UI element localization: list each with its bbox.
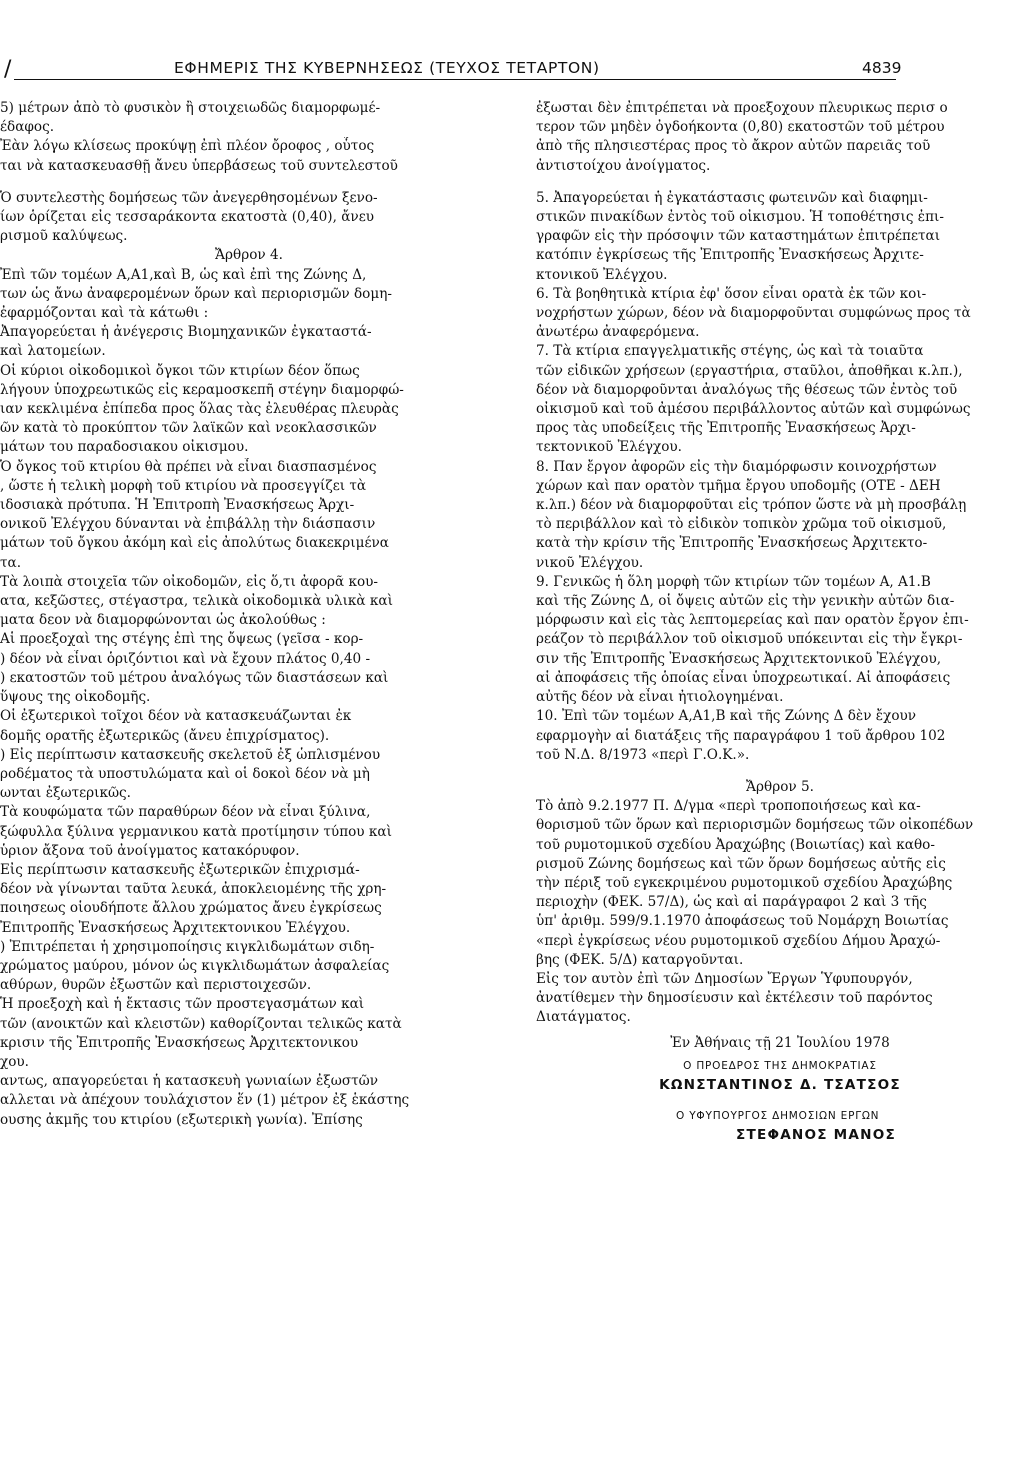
text-line: κατόπιν ἐγκρίσεως τῆς Ἐπιτροπῆς Ἐνασκήσεως Ἀρχιτε- — [536, 247, 924, 264]
text-line: ἐξωσται δὲν ἐπιτρέπεται νὰ προεξοχουν πλευρικως περισ ο — [536, 100, 948, 116]
text-line: καὶ τῆς Ζώνης Δ, οἱ ὄψεις αὐτῶν εἰς τὴν γενικὴν αὐτῶν δια- — [536, 593, 955, 610]
text-line: 6. Τὰ βοηθητικὰ κτίρια ἐφ' ὅσον εἶναι ορατὰ ἐκ τῶν κοι- — [536, 285, 927, 302]
minister-title: Ο ΥΦΥΠΟΥΡΓΟΣ ΔΗΜΟΣΙΩΝ ΕΡΓΩΝ — [676, 1110, 880, 1123]
minister-name: ΣΤΕΦΑΝΟΣ ΜΑΝΟΣ — [736, 1127, 896, 1144]
text-line: ἐφαρμόζονται καὶ τὰ κάτωθι : — [0, 305, 209, 322]
header-rule — [14, 79, 896, 80]
text-line: τὸ περιβάλλον καὶ τὸ εἰδικὸν τοπικὸν χρῶμα τοῦ οἰκισμοῦ, — [536, 516, 947, 533]
text-line: νικοῦ Ἐλέγχου. — [536, 554, 644, 571]
text-line: Οἱ κύριοι οἰκοδομικοὶ ὄγκοι τῶν κτιρίων δέον ὅπως — [0, 362, 360, 379]
text-line: σιν τῆς Ἐπιτροπῆς Ἐνασκήσεως Ἀρχιτεκτονικοῦ Ἐλέγχου, — [536, 650, 942, 667]
text-line: Ἐπὶ τῶν τομέων Α,Α1,καὶ Β, ὡς καὶ ἐπὶ της Ζώνης Δ, — [0, 266, 367, 283]
text-line: έδαφος. — [0, 119, 55, 136]
gazette-title: ΕΦΗΜΕΡΙΣ ΤΗΣ ΚΥΒΕΡΝΗΣΕΩΣ (ΤΕΥΧΟΣ ΤΕΤΑΡΤΟΝ) — [174, 59, 600, 77]
page-header — [0, 55, 1024, 87]
text-line: ται νὰ κατασκευασθῇ ἄνευ ὑπερβάσεως τοῦ συντελεστοῦ — [0, 157, 398, 174]
text-line: καὶ λατομείων. — [0, 343, 106, 360]
text-line: Τὰ κουφώματα τῶν παραθύρων δέον νὰ εἶναι ξύλινα, — [0, 804, 371, 821]
text-line: κτονικοῦ Ἐλέγχου. — [536, 266, 668, 283]
text-line: 7. Τὰ κτίρια επαγγελματικῆς στέγης, ὡς καὶ τὰ τοιαῦτα — [536, 343, 924, 360]
text-line: δέον νὰ γίνωνται ταῦτα λευκά, ἀποκλειομένης τῆς χρη- — [0, 881, 387, 898]
text-line: χου. — [0, 1053, 30, 1070]
text-line: ιαν κεκλιμένα ἐπίπεδα προς ὅλας τὰς ἐλευθέρας πλευρὰς — [0, 401, 399, 418]
text-line: ουσης ἀκμῆς του κτιρίου (εξωτερικὴ γωνία). Ἐπίσης — [0, 1111, 363, 1128]
text-line: ποιησεως οἱουδήποτε ἄλλου χρώματος ἄνευ ἐγκρίσεως — [0, 900, 382, 917]
text-line: ξώφυλλα ξύλινα γερμανικου κατὰ προτίμησιν τύπου καὶ — [0, 823, 392, 840]
text-line: τοῦ ρυμοτομικοῦ σχεδίου Ἀραχώβης (Βοιωτίας) καὶ καθο- — [536, 836, 935, 853]
text-line: βης (ΦΕΚ. 5/Δ) καταργοῦνται. — [536, 951, 744, 968]
text-line: νοχρήστων χώρων, δέον νὰ διαμορφοῦνται συμφώνως προς τὰ — [536, 305, 971, 322]
text-line: ρεάζον τὸ περιβάλλον τοῦ οἰκισμοῦ υπόκεινται εἰς τὴν ἔγκρι- — [536, 631, 963, 648]
text-line: Τὸ ἀπὸ 9.2.1977 Π. Δ/γμα «περὶ τροποποιήσεως καὶ κα- — [536, 798, 921, 815]
text-line: ἀντιστοίχου ἀνοίγματος. — [536, 157, 711, 174]
text-line: θορισμοῦ τῶν ὅρων καὶ περιορισμῶν δομήσεως τῶν οἰκοπέδων — [536, 817, 974, 834]
text-line: Ἀπαγορεύεται ἡ ἀνέγερσις Βιομηχανικῶν ἐγκαταστά- — [0, 324, 372, 341]
text-line: δέον νὰ διαμορφοῦνται ἀναλόγως τῆς θέσεως τῶν ἐντὸς τοῦ — [536, 381, 958, 398]
text-line: αθύρων, θυρῶν ἐξωστῶν καὶ περιστοιχεσῶν. — [0, 977, 312, 994]
text-line: ἀνωτέρω ἀναφερόμενα. — [536, 324, 700, 341]
text-line: των ὡς ἄνω ἀναφερομένων ὅρων καὶ περιορισμῶν δομη- — [0, 285, 392, 302]
text-line: ροδέματος τὰ υποστυλώματα καὶ οἱ δοκοὶ δέον νὰ μὴ — [0, 765, 370, 782]
text-line: λήγουν ὑποχρεωτικῶς εἰς κεραμοσκεπῆ στέγην διαμορφώ- — [0, 381, 404, 398]
text-line: μάτων του παραδοσιακου οἰκισμου. — [0, 439, 249, 456]
text-line: Ὁ συντελεστὴς δομήσεως τῶν ἀνεγερθησομένων ξενο- — [0, 189, 378, 206]
text-line: 5. Ἀπαγορεύεται ἡ ἐγκατάστασις φωτεινῶν καὶ διαφημι- — [536, 189, 928, 206]
corner-mark: / — [4, 57, 12, 82]
text-line: ὑριον ἄξονα τοῦ ἀνοίγματος κατακόρυφον. — [0, 842, 300, 859]
text-line: ιδοσιακὰ πρότυπα. Ἡ Ἐπιτροπὴ Ἐνασκήσεως Ἀρχι- — [0, 497, 355, 514]
text-line: ὕψους της οἰκοδομῆς. — [0, 689, 151, 706]
text-line: εφαρμογὴν αἱ διατάξεις τῆς παραγράφου 1 τοῦ ἄρθρου 102 — [536, 727, 946, 744]
text-line: Εἰς τον αυτὸν ἐπὶ τῶν Δημοσίων Ἔργων Ὑφυπουργόν, — [536, 970, 913, 987]
president-title: Ο ΠΡΟΕΔΡΟΣ ΤΗΣ ΔΗΜΟΚΡΑΤΙΑΣ — [683, 1059, 877, 1072]
text-line: ίων ὁρίζεται εἰς τεσσαράκοντα εκατοστὰ (0,40), ἄνευ — [0, 209, 375, 226]
text-line: προς τὰς υποδείξεις τῆς Ἐπιτροπῆς Ἐνασκήσεως Ἀρχι- — [536, 420, 916, 437]
text-line: δομῆς ορατῆς ἐξωτερικῶς (ἄνευ ἐπιχρίσματος). — [0, 727, 330, 744]
text-line: κ.λπ.) δέον νὰ διαμορφοῦται εἰς τρόπον ὥστε νὰ μὴ προσβάλῃ — [536, 497, 967, 514]
text-line: 5) μέτρων ἀπὸ τὸ φυσικὸν ἢ στοιχειωδῶς διαμορφωμέ- — [0, 100, 381, 116]
article-heading: Ἄρθρον 5. — [746, 778, 814, 795]
text-line: Ἡ προεξοχὴ καὶ ἡ ἔκτασις τῶν προστεγασμάτων καὶ — [0, 996, 365, 1013]
text-line: χρώματος μαύρου, μόνον ὡς κιγκλιδωμάτων ἀσφαλείας — [0, 957, 390, 974]
text-line: «περὶ ἐγκρίσεως νέου ρυμοτομικοῦ σχεδίου Δήμου Ἀραχώ- — [536, 932, 941, 949]
text-line: τεκτονικοῦ Ἐλέγχου. — [536, 439, 683, 456]
text-line: Αἱ προεξοχαὶ της στέγης ἐπὶ της ὄψεως (γεῖσα - κορ- — [0, 631, 364, 648]
place-date: Ἐν Ἀθήναις τῇ 21 Ἰουλίου 1978 — [670, 1034, 890, 1051]
text-line: τοῦ Ν.Δ. 8/1973 «περὶ Γ.Ο.Κ.». — [536, 746, 750, 763]
text-line: στικῶν πινακίδων ἐντὸς τοῦ οἰκισμου. Ἡ τοποθέτησις ἐπι- — [536, 209, 944, 226]
text-line: ) εκατοστῶν τοῦ μέτρου ἀναλόγως τῶν διαστάσεων καὶ — [0, 669, 389, 686]
paragraph-gap — [536, 176, 1024, 189]
text-line: 10. Ἐπὶ τῶν τομέων Α,Α1,Β καὶ τῆς Ζώνης Δ δὲν ἔχουν — [536, 708, 917, 725]
text-line: χώρων καὶ παν ορατὸν τμῆμα ἔργου υποδομῆς (ΟΤΕ - ΔΕΗ — [536, 477, 941, 494]
text-line: ῶν κατὰ τὸ προκύπτον τῶν λαϊκῶν καὶ νεοκλασσικῶν — [0, 420, 377, 437]
text-line: ἀνατίθεμεν τὴν δημοσίευσιν καὶ ἐκτέλεσιν τοῦ παρόντος — [536, 990, 933, 1007]
text-line: ωνται ἐξωτερικῶς. — [0, 785, 131, 802]
text-line: Ἐὰν λόγω κλίσεως προκύψῃ ἐπὶ πλέον ὄροφος , οὗτος — [0, 138, 375, 155]
text-line: οἰκισμοῦ καὶ τοῦ ἀμέσου περιβάλλοντος αὐτῶν καὶ συμφώνως — [536, 401, 971, 418]
text-line: τα. — [0, 554, 22, 571]
text-line: μόρφωσιν καὶ εἰς τὰς λεπτομερείας καὶ παν ορατὸν ἔργον ἐπι- — [536, 612, 969, 629]
text-line: ἀπὸ τῆς πλησιεστέρας προς τὸ ἄκρον αὐτῶν παρειᾶς τοῦ — [536, 138, 931, 155]
text-line: Ὁ ὄγκος τοῦ κτιρίου θὰ πρέπει νὰ εἶναι διασπασμένος — [0, 458, 377, 475]
text-line: ονικοῦ Ἐλέγχου δύνανται νὰ ἐπιβάλλῃ τὴν διάσπασιν — [0, 516, 376, 533]
text-line: ατα, κεξῶστες, στέγαστρα, τελικὰ οἰκοδομικὰ υλικὰ καὶ — [0, 593, 393, 610]
text-line: τὴν πέριξ τοῦ εγκεκριμένου ρυμοτομικοῦ σχεδίου Ἀραχώβης — [536, 874, 953, 891]
text-line: Διατάγματος. — [536, 1009, 631, 1026]
text-line: , ὥστε ἡ τελικὴ μορφὴ τοῦ κτιρίου νὰ προσεγγίζει τὰ — [0, 477, 367, 494]
text-line: κατὰ τὴν κρίσιν τῆς Ἐπιτροπῆς Ἐνασκήσεως Ἀρχιτεκτο- — [536, 535, 928, 552]
text-line: κρισιν τῆς Ἐπιτροπῆς Ἐνασκήσεως Ἀρχιτεκτονικου — [0, 1034, 359, 1051]
text-line: περιοχὴν (ΦΕΚ. 57/Δ), ὡς καὶ αἱ παράγραφοι 2 καὶ 3 τῆς — [536, 894, 927, 911]
text-line: τῶν (ανοικτῶν καὶ κλειστῶν) καθορίζονται τελικῶς κατὰ — [0, 1015, 402, 1032]
paragraph-gap — [0, 176, 498, 189]
text-line: γραφῶν εἰς τὴν πρόσοψιν τῶν καταστημάτων ἐπιτρέπεται — [536, 228, 941, 245]
text-line: αντως, απαγορεύεται ἡ κατασκευὴ γωνιαίων ἐξωστῶν — [0, 1073, 378, 1090]
article-heading: Ἄρθρον 4. — [215, 247, 283, 264]
text-line: μάτων τοῦ ὄγκου ἀκόμη καὶ εἰς ἀπολύτως διακεκριμένα — [0, 535, 389, 552]
text-line: Τὰ λοιπὰ στοιχεῖα τῶν οἰκοδομῶν, εἰς ὅ,τι ἀφορᾶ κου- — [0, 573, 379, 590]
text-line: αὐτῆς δέον νὰ εἶναι ἠτιολογημέναι. — [536, 689, 784, 706]
president-name: ΚΩΝΣΤΑΝΤΙΝΟΣ Δ. ΤΣΑΤΣΟΣ — [659, 1076, 901, 1093]
text-line: τερον τῶν μηδὲν ὀγδοήκοντα (0,80) εκατοστῶν τοῦ μέτρου — [536, 119, 945, 136]
text-line: ρισμοῦ Ζώνης δομήσεως καὶ τῶν ὅρων δομήσεως αὐτῆς εἰς — [536, 855, 946, 872]
text-line: ) δέον νὰ εἶναι ὁριζόντιοι καὶ νὰ ἔχουν πλάτος 0,40 - — [0, 650, 371, 667]
text-line: 9. Γενικῶς ἡ ὅλη μορφὴ τῶν κτιρίων τῶν τομέων Α, Α1.Β — [536, 573, 931, 590]
text-line: αλλεται νὰ ἀπέχουν τουλάχιστον ἕν (1) μέτρον ἐξ ἑκάστης — [0, 1092, 410, 1109]
text-line: αἱ ἀποφάσεις τῆς ὁποίας εἶναι ὑποχρεωτικαί. Αἱ ἀποφάσεις — [536, 669, 951, 686]
text-line: τῶν εἰδικῶν χρήσεων (εργαστήρια, σταῦλοι, ἀποθῆκαι κ.λπ.), — [536, 362, 963, 379]
text-line: ρισμοῦ καλύψεως. — [0, 228, 128, 245]
text-line: Εἰς περίπτωσιν κατασκευῆς ἐξωτερικῶν ἐπιχρισμά- — [0, 861, 360, 878]
left-column — [0, 99, 498, 1130]
paragraph-gap — [536, 765, 1024, 778]
text-line: Ἐπιτροπῆς Ἐνασκήσεως Ἀρχιτεκτονικου Ἐλέγχου. — [0, 919, 351, 936]
text-line: Οἱ ἐξωτερικοὶ τοῖχοι δέον νὰ κατασκευάζωνται ἐκ — [0, 708, 352, 725]
text-line: ματα δεον νὰ διαμορφώνονται ὡς ἀκολούθως : — [0, 612, 326, 629]
text-line: ) Ἐπιτρέπεται ἡ χρησιμοποίησις κιγκλιδωμάτων σιδη- — [0, 938, 375, 955]
text-line: ) Εἰς περίπτωσιν κατασκευῆς σκελετοῦ ἐξ ὡπλισμένου — [0, 746, 381, 763]
text-line: ὑπ' ἀριθμ. 599/9.1.1970 ἀποφάσεως τοῦ Νομάρχη Βοιωτίας — [536, 913, 949, 930]
text-line: 8. Παν ἔργον ἀφορῶν εἰς τὴν διαμόρφωσιν κοινοχρήστων — [536, 458, 937, 475]
page-number: 4839 — [862, 59, 902, 77]
right-column — [536, 99, 1024, 1146]
